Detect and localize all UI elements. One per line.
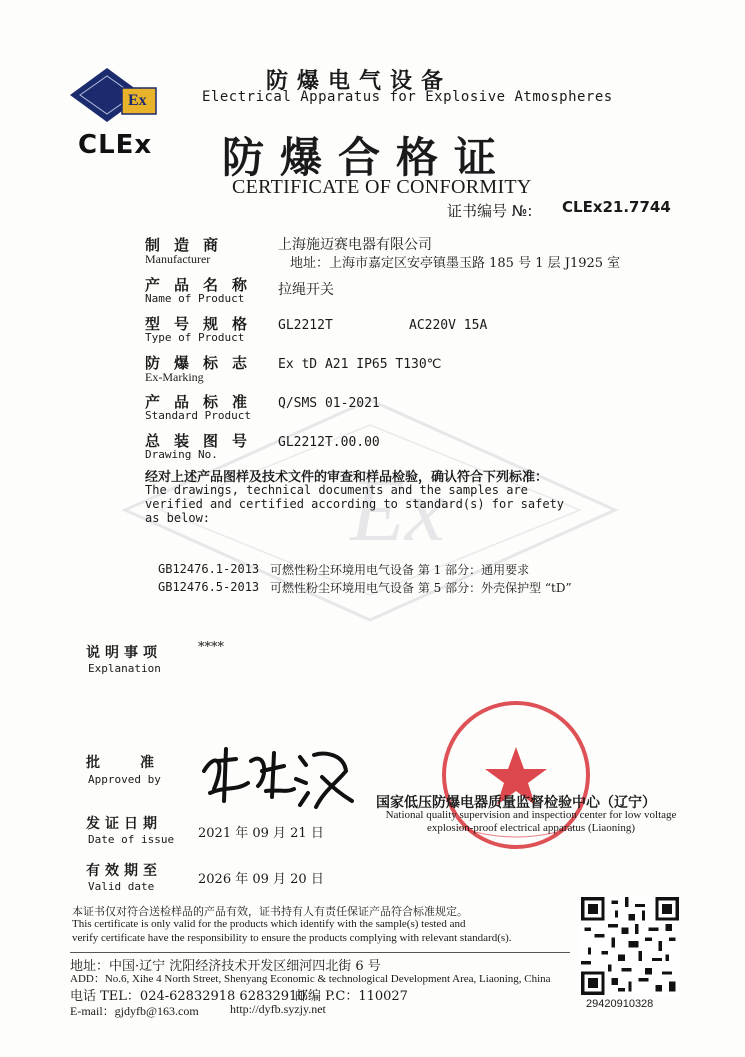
cert-no-label: 证书编号 №: xyxy=(447,202,533,220)
product-type-value: GL2212T xyxy=(278,318,333,333)
approval-label-cn: 批准 xyxy=(86,755,194,771)
footer-address-cn: 地址：中国·辽宁 沈阳经济技术开发区细河四北街 6 号 xyxy=(70,959,381,974)
product-type-label-cn: 型号规格 xyxy=(145,315,262,333)
product-type-label-en: Type of Product xyxy=(145,331,245,344)
explanation-value: **** xyxy=(198,640,224,655)
standard-title-1: 可燃性粉尘环境用电气设备 第 1 部分：通用要求 xyxy=(270,563,530,577)
standard-value: Q/SMS 01-2021 xyxy=(278,396,380,411)
cert-no-value: CLEx21.7744 xyxy=(562,198,671,216)
signature-image xyxy=(196,731,356,811)
title-en-small: Electrical Apparatus for Explosive Atmospheres xyxy=(202,89,613,105)
footer-address-en: ADD：No.6, Xihe 4 North Street, Shenyang Economic & technological Development Area, Liaoning, China xyxy=(70,973,551,985)
explanation-label-en: Explanation xyxy=(88,662,161,675)
center-name-cn: 国家低压防爆电器质量监督检验中心（辽宁） xyxy=(376,795,656,811)
title-en-large: CERTIFICATE OF CONFORMITY xyxy=(232,176,532,198)
standard-code-1: GB12476.1-2013 xyxy=(158,562,260,576)
logo-badge: Ex xyxy=(128,92,147,109)
disclaimer-en-1: This certificate is only valid for the products which identify with the sample(s) tested and xyxy=(72,918,466,930)
valid-date-value: 2026 年 09 月 20 日 xyxy=(198,872,324,887)
ex-marking-label-en: Ex-Marking xyxy=(145,370,204,384)
statement-en: The drawings, technical documents and the samples are verified and certified according to standard(s) for safety as below: xyxy=(145,483,565,525)
product-name-label-cn: 产品名称 xyxy=(145,276,262,294)
valid-label-en: Valid date xyxy=(88,880,155,893)
ex-marking-label-cn: 防爆标志 xyxy=(145,354,262,372)
footer-divider xyxy=(70,952,570,953)
standard-label-en: Standard Product xyxy=(145,409,251,422)
issue-label-cn: 发证日期 xyxy=(86,816,162,832)
valid-label-cn: 有效期至 xyxy=(86,863,162,879)
standard-code-2: GB12476.5-2013 xyxy=(158,580,260,594)
product-rating-value: AC220V 15A xyxy=(409,318,488,333)
manufacturer-label-en: Manufacturer xyxy=(145,252,211,266)
footer-email: E-mail：gjdyfb@163.com xyxy=(70,1004,199,1018)
footer-postcode: 邮编 P.C：110027 xyxy=(295,989,408,1004)
drawing-label-en: Drawing No. xyxy=(145,448,218,461)
approval-label-en: Approved by xyxy=(88,773,161,786)
manufacturer-address: 地址：上海市嘉定区安亭镇墨玉路 185 号 1 层 J1925 室 xyxy=(290,256,621,271)
ex-marking-value: Ex tD A21 IP65 T130℃ xyxy=(278,357,442,372)
standard-title-2: 可燃性粉尘环境用电气设备 第 5 部分：外壳保护型 “tD” xyxy=(270,581,572,595)
product-name-value: 拉绳开关 xyxy=(278,282,334,298)
manufacturer-label-cn: 制造商 xyxy=(145,236,233,254)
issue-date-value: 2021 年 09 月 21 日 xyxy=(198,826,324,841)
explanation-label-cn: 说明事项 xyxy=(86,645,162,661)
disclaimer-cn: 本证书仅对符合送检样品的产品有效，证书持有人有责任保证产品符合标准规定。 xyxy=(72,905,468,918)
standard-label-cn: 产品标准 xyxy=(145,393,262,411)
product-name-label-en: Name of Product xyxy=(145,292,245,305)
title-cn-small: 防爆电气设备 xyxy=(266,69,453,94)
footer-web: http://dyfb.syzjy.net xyxy=(230,1002,326,1016)
logo-text: CLEx xyxy=(78,130,153,160)
title-cn-large: 防爆合格证 xyxy=(222,133,513,182)
footer-tel: 电话 TEL：024-62832918 62832910 xyxy=(70,989,306,1004)
qr-code-icon xyxy=(578,897,682,995)
statement-cn: 经对上述产品图样及技术文件的审查和样品检验，确认符合下列标准： xyxy=(145,470,549,485)
svg-text:Ex: Ex xyxy=(350,461,445,560)
serial-number: 29420910328 xyxy=(586,998,654,1010)
drawing-label-cn: 总装图号 xyxy=(145,432,262,450)
center-name-en: National quality supervision and inspection center for low voltage explosion-proof electrical apparatus (Liaoning) xyxy=(385,809,677,834)
disclaimer-en-2: verify certificate have the responsibility to ensure the products complying with relevant standard(s). xyxy=(72,932,512,944)
drawing-value: GL2212T.00.00 xyxy=(278,435,380,450)
manufacturer-value: 上海施迈赛电器有限公司 xyxy=(278,237,432,253)
issue-label-en: Date of issue xyxy=(88,833,175,846)
